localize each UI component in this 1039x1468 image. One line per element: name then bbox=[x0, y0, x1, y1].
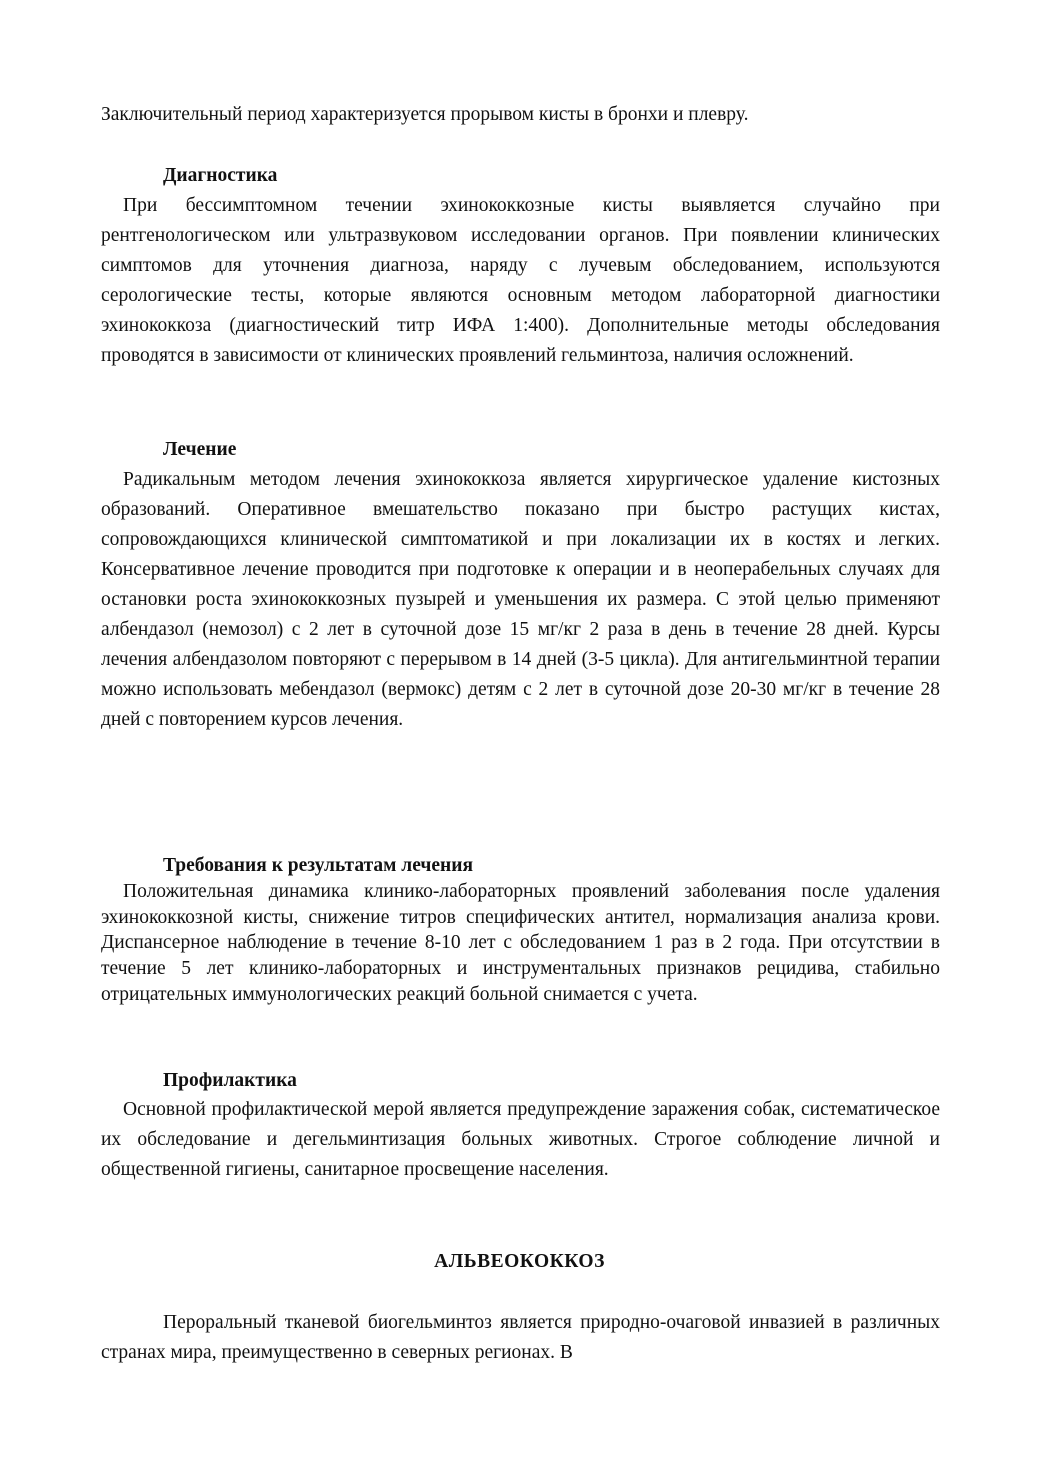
intro-paragraph: Заключительный период характеризуется прорывом кисты в бронхи и плевру. bbox=[101, 104, 749, 125]
section-text-diagnostics: При бессимптомном течении эхинококкозные кисты выявляется случайно при рентгенологическом или ультразвуковом исследовании органов. При появлении клинических симптомов для уточнения диагноза, наряду с лучевым обследованием, используются серологические тесты, которые являются основным методом лабораторной диагностики эхинококкоза (диагностический титр ИФА 1:400). Дополнительные методы обследования проводятся в зависимости от клинических проявлений гельминтоза, наличия осложнений. bbox=[101, 195, 940, 366]
section-heading-requirements: Требования к результатам лечения bbox=[163, 855, 474, 876]
section-text-requirements: Положительная динамика клинико-лабораторных проявлений заболевания после удаления эхинококкозной кисты, снижение титров специфических антител, нормализация анализа крови. Диспансерное наблюдение в течение 8-10 лет с обследованием 1 раз в 2 года. При отсутствии в течение 5 лет клинико-лабораторных и инструментальных признаков рецидива, стабильно отрицательных иммунологических реакций больной снимается с учета. bbox=[101, 881, 940, 1005]
section-heading-treatment: Лечение bbox=[163, 439, 237, 460]
section-heading-prevention: Профилактика bbox=[163, 1070, 297, 1091]
chapter-title: АЛЬВЕОКОККОЗ bbox=[434, 1251, 605, 1272]
section-heading-diagnostics: Диагностика bbox=[163, 165, 278, 186]
section-text-prevention: Основной профилактической мерой является предупреждение заражения собак, систематическое их обследование и дегельминтизация больных животных. Строгое соблюдение личной и общественной гигиены, санитарное просвещение населения. bbox=[101, 1099, 940, 1180]
section-text-treatment: Радикальным методом лечения эхинококкоза является хирургическое удаление кистозных образований. Оперативное вмешательство показано при быстро растущих кистах, сопровождающихся клинической симптоматикой и при локализации их в костях и легких. Консервативное лечение проводится при подготовке к операции и в неоперабельных случаях для остановки роста эхинококкозных пузырей и уменьшения их размера. С этой целью применяют албендазол (немозол) с 2 лет в суточной дозе 15 мг/кг 2 раза в день в течение 28 дней. Курсы лечения албендазолом повторяют с перерывом в 14 дней (3-5 цикла). Для антигельминтной терапии можно использовать мебендазол (вермокс) детям с 2 лет в суточной дозе 20-30 мг/кг в течение 28 дней с повторением курсов лечения. bbox=[101, 469, 940, 730]
chapter-text: Пероральный тканевой биогельминтоз является природно-очаговой инвазией в различных странах мира, преимущественно в северных регионах. В bbox=[101, 1312, 940, 1363]
